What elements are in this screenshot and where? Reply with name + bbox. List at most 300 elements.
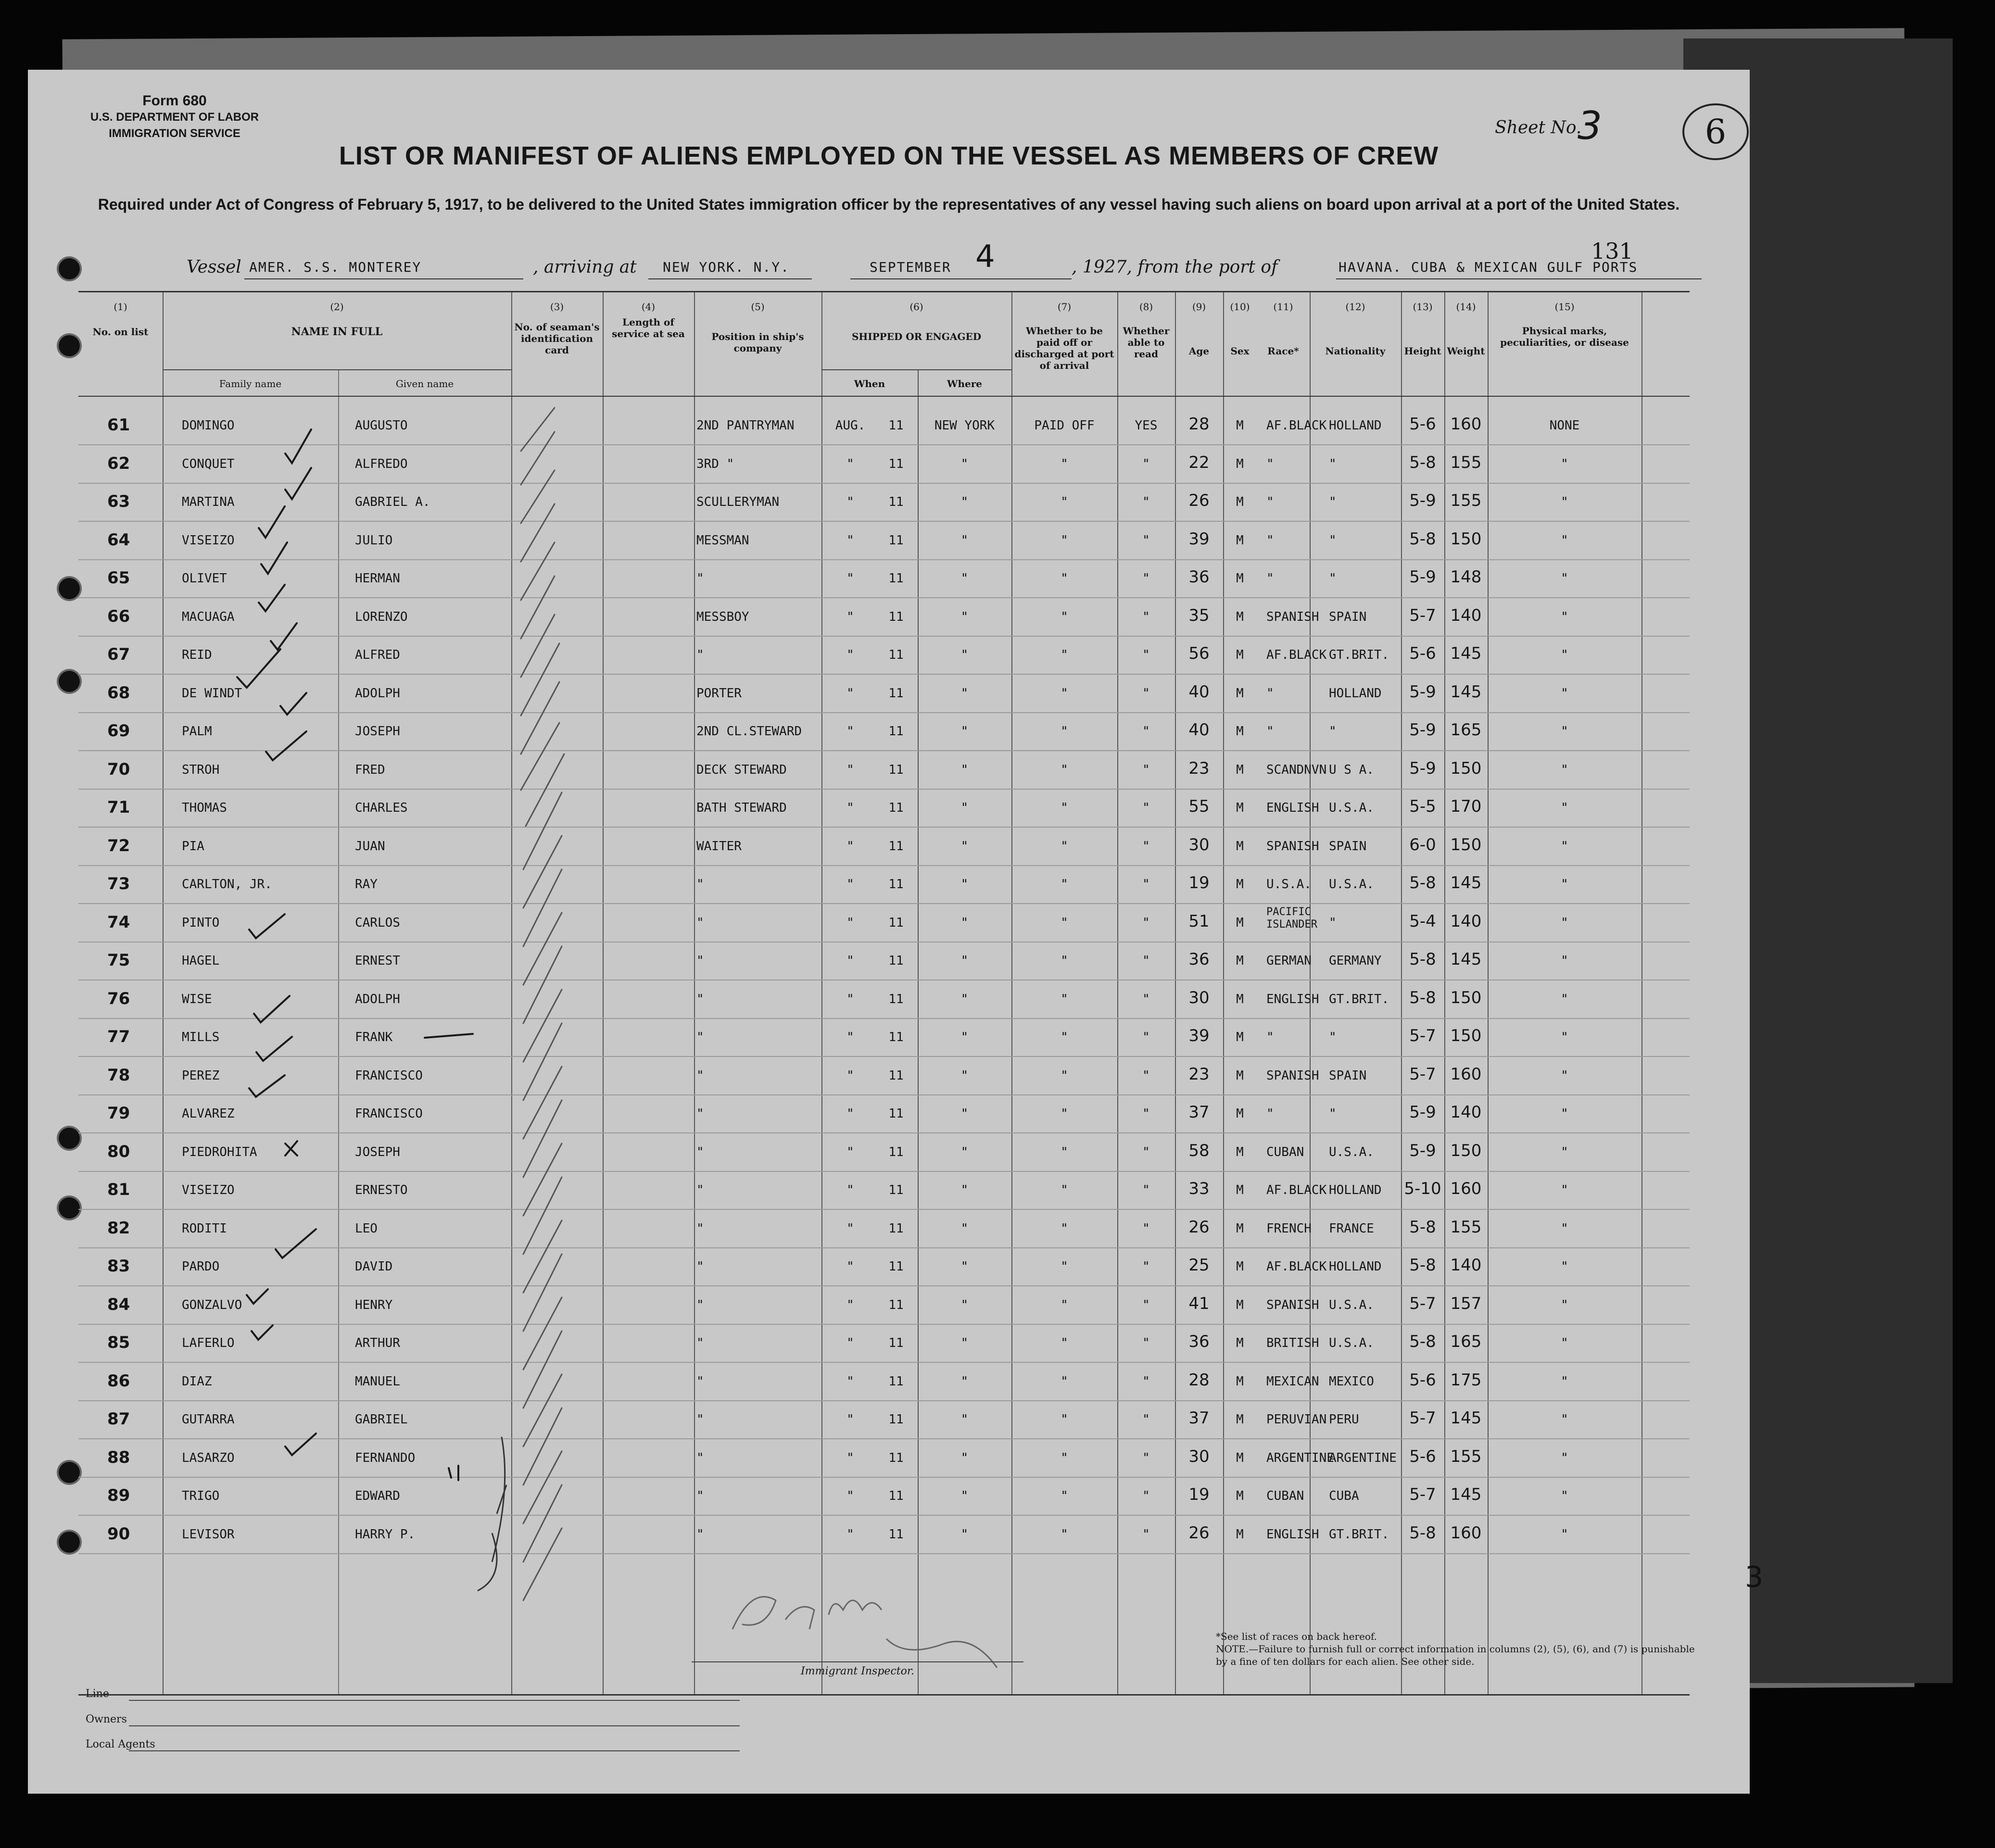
row-number: 81 [107,1180,130,1199]
given-name: FRANCISCO [355,1106,423,1121]
nationality: PERU [1329,1412,1359,1427]
shipped-day: 11 [888,1030,904,1044]
able-to-read: " [1142,839,1150,854]
family-name: OLIVET [182,571,227,586]
paid-off: " [1061,609,1068,624]
height: 5-7 [1409,1294,1436,1313]
able-to-read: " [1142,1106,1150,1121]
nationality: SPAIN [1329,839,1367,854]
family-name: PINTO [182,915,220,930]
shipped-month: " [846,992,854,1006]
weight: 160 [1450,1064,1482,1084]
checkmark [280,693,306,715]
given-name: ADOLPH [355,686,400,701]
physical-marks: " [1561,1183,1568,1197]
physical-marks: " [1561,1106,1568,1121]
given-name: ERNESTO [355,1183,408,1197]
row-number: 62 [107,453,130,473]
age: 22 [1188,453,1210,472]
shipped-month: " [846,1374,854,1389]
position: " [696,992,704,1006]
header-when: When [854,378,885,390]
nationality: CUBA [1329,1489,1359,1503]
sex: M [1236,1183,1244,1197]
weight: 155 [1450,453,1482,472]
row-number: 85 [107,1333,130,1352]
bracket-scrawl [478,1437,506,1591]
shipped-month: " [846,877,854,892]
shipped-where: " [960,533,969,548]
physical-marks: " [1561,1221,1568,1236]
header-name-in-full: NAME IN FULL [291,326,383,338]
age: 37 [1188,1408,1210,1428]
paid-off: " [1061,1068,1068,1083]
checkmark [285,429,311,463]
arriving-label: , arriving at [533,257,637,277]
paid-off: " [1061,571,1068,586]
row-number: 79 [107,1104,130,1123]
nationality: " [1329,724,1337,739]
height: 5-8 [1409,988,1436,1007]
given-name: ERNEST [355,954,400,968]
family-name: STROH [182,762,220,777]
position: " [696,1259,704,1274]
age: 26 [1188,491,1210,510]
shipped-day: 11 [888,648,904,662]
shipped-month: " [846,801,854,815]
checkmark [249,914,285,938]
position: " [696,1106,704,1121]
shipped-where: " [960,762,969,777]
header-physical-marks: Physical marks, peculiarities, or disease [1500,325,1629,348]
row-number: 88 [107,1447,130,1467]
paid-off: " [1061,801,1068,815]
row-number: 64 [107,530,130,550]
col-number-3: (3) [550,301,564,313]
age: 30 [1188,988,1210,1007]
height: 5-8 [1409,1256,1436,1275]
physical-marks: " [1561,648,1568,662]
sex: M [1236,1336,1244,1350]
paid-off: " [1061,1412,1068,1427]
shipped-day: 11 [888,1374,904,1389]
arriving-value: NEW YORK. N.Y. [663,259,790,275]
shipped-where: " [960,1297,969,1312]
nationality: GT.BRIT. [1329,992,1389,1006]
position: " [696,1183,704,1197]
header-paid-off: Whether to be paid off or discharged at port of arrival [1014,325,1114,371]
given-name: JULIO [355,533,393,548]
height: 5-8 [1409,529,1436,549]
weight: 145 [1450,950,1482,969]
row-number: 66 [107,606,130,626]
given-name: FERNANDO [355,1450,416,1465]
age: 26 [1188,1523,1210,1543]
sex: M [1236,992,1244,1006]
header-given-name: Given name [395,378,454,390]
shipped-month: " [846,533,854,548]
age: 39 [1188,529,1210,549]
month-value: SEPTEMBER [870,259,951,275]
sex: M [1236,1221,1244,1236]
header-height: Height [1404,345,1441,357]
shipped-month: " [846,1412,854,1427]
shipped-day: 11 [888,1489,904,1503]
sex: M [1236,1068,1244,1083]
checkmark [266,731,306,760]
row-number: 87 [107,1409,130,1429]
weight: 155 [1450,1217,1482,1237]
row-number: 89 [107,1486,130,1505]
inspector-signature [732,1597,997,1668]
race: " [1266,1030,1274,1044]
family-name: PALM [182,724,212,739]
shipped-day: 11 [888,724,904,739]
physical-marks: " [1561,456,1568,471]
race: SPANISH [1266,609,1319,624]
shipped-day: 11 [888,801,904,815]
physical-marks: " [1561,1297,1568,1312]
age: 56 [1188,644,1210,663]
height: 5-6 [1409,1370,1436,1390]
race: AF.BLACK [1266,1183,1327,1197]
shipped-where: NEW YORK [934,418,995,433]
weight: 140 [1450,605,1482,625]
row-number: 70 [107,759,130,779]
shipped-day: 11 [888,954,904,968]
given-name: ALFREDO [355,456,408,471]
able-to-read: " [1142,648,1150,662]
shipped-day: 11 [888,1221,904,1236]
shipped-where: " [960,609,969,624]
sex: M [1236,648,1244,662]
row-number: 72 [107,836,130,855]
able-to-read: " [1142,609,1150,624]
height: 5-7 [1409,1026,1436,1045]
position: 2ND CL.STEWARD [696,724,802,739]
header-position: Position in ship's company [711,331,804,354]
col-number-4: (4) [641,301,656,313]
physical-marks: " [1561,877,1568,892]
shipped-day: 11 [888,992,904,1006]
age: 23 [1188,758,1210,778]
footer-agents-label: Local Agents [86,1738,155,1750]
row-number: 67 [107,645,130,664]
shipped-where: " [960,724,969,739]
row-number: 82 [107,1218,130,1238]
age: 40 [1188,720,1210,740]
nationality: FRANCE [1329,1221,1374,1236]
shipped-month: " [846,1489,854,1503]
given-name: CHARLES [355,801,408,815]
sex: M [1236,801,1244,815]
position: 2ND PANTRYMAN [696,418,795,433]
arriving-fill-line [648,278,812,279]
physical-marks: " [1561,1374,1568,1389]
side-mark: 3 [1745,1560,1764,1594]
checkmark [271,623,297,650]
race: " [1266,724,1274,739]
height: 5-9 [1409,491,1436,510]
footer-line-label: Line [86,1688,109,1700]
family-name: RODITI [182,1221,227,1236]
shipped-where: " [960,1068,969,1083]
shipped-where: " [960,1412,969,1427]
age: 36 [1188,1332,1210,1351]
able-to-read: " [1142,1527,1150,1542]
shipped-day: 11 [888,418,904,433]
footer-owners-rule [129,1725,740,1726]
physical-marks: " [1561,609,1568,624]
checkmark [247,1289,268,1304]
family-name: LAFERLO [182,1336,235,1350]
race: " [1266,495,1274,509]
physical-marks: " [1561,1412,1568,1427]
race: AF.BLACK [1266,1259,1327,1274]
shipped-month: " [846,1183,854,1197]
family-name: PARDO [182,1259,220,1274]
page-number: 131 [1591,238,1633,264]
given-name: GABRIEL A. [355,495,430,509]
col-number-1: (1) [114,301,127,313]
height: 5-8 [1409,1332,1436,1351]
row-number: 83 [107,1257,130,1276]
shipped-where: " [960,877,969,892]
row-number: 77 [107,1027,130,1046]
shipped-where: " [960,801,969,815]
paid-off: " [1061,1221,1068,1236]
sex: M [1236,495,1244,509]
height: 5-9 [1409,1103,1436,1122]
nationality: U.S.A. [1329,877,1374,892]
paid-off: " [1061,992,1068,1006]
position: " [696,1221,704,1236]
age: 35 [1188,605,1210,625]
shipped-day: 11 [888,1297,904,1312]
weight: 140 [1450,1256,1482,1275]
position: MESSBOY [696,609,749,624]
shipped-day: 11 [888,609,904,624]
able-to-read: " [1142,1030,1150,1044]
family-name: VISEIZO [182,1183,235,1197]
race: AF.BLACK [1266,648,1327,662]
age: 28 [1188,1370,1210,1390]
shipped-day: 11 [888,1450,904,1465]
height: 5-9 [1409,758,1436,778]
height: 5-6 [1409,415,1436,434]
shipped-month: " [846,495,854,509]
paid-off: " [1061,1489,1068,1503]
shipped-month: " [846,762,854,777]
nationality: MEXICO [1329,1374,1374,1389]
nationality: SPAIN [1329,1068,1367,1083]
position: " [696,1412,704,1427]
shipped-where: " [960,839,969,854]
row-number: 86 [107,1371,130,1391]
able-to-read: " [1142,456,1150,471]
shipped-month: " [846,1259,854,1274]
height: 5-7 [1409,1408,1436,1428]
race: ENGLISH [1266,1527,1319,1542]
age: 30 [1188,1446,1210,1466]
sex: M [1236,1144,1244,1159]
shipped-where: " [960,1489,969,1503]
checkmark [285,1433,316,1455]
given-name: HENRY [355,1297,393,1312]
paid-off: " [1061,1106,1068,1121]
age: 28 [1188,415,1210,434]
height: 5-8 [1409,950,1436,969]
shipped-day: 11 [888,1144,904,1159]
shipped-month: " [846,648,854,662]
given-name: HARRY P. [355,1527,416,1542]
nationality: HOLLAND [1329,1259,1382,1274]
physical-marks: " [1561,686,1568,701]
height: 5-6 [1409,1446,1436,1466]
punch-hole [59,671,80,692]
punch-hole [59,1197,80,1219]
shipped-day: 11 [888,1068,904,1083]
height: 5-8 [1409,1523,1436,1543]
sex: M [1236,686,1244,701]
given-name: LEO [355,1221,378,1236]
family-name: WISE [182,992,212,1006]
checkmark [276,1229,316,1258]
age: 26 [1188,1217,1210,1237]
shipped-month: " [846,1450,854,1465]
nationality: SPAIN [1329,609,1367,624]
able-to-read: " [1142,724,1150,739]
shipped-day: 11 [888,915,904,930]
nationality: " [1329,495,1337,509]
shipped-month: AUG. [835,418,866,433]
handwritten-marks [78,292,1690,1694]
able-to-read: " [1142,762,1150,777]
race: SCANDNVN [1266,762,1327,777]
family-name: CONQUET [182,456,235,471]
sex: M [1236,1030,1244,1044]
crew-table [78,291,1690,1696]
family-name: GUTARRA [182,1412,235,1427]
given-name: HERMAN [355,571,400,586]
given-name: EDWARD [355,1489,400,1503]
able-to-read: " [1142,1297,1150,1312]
header-sex: Sex [1230,345,1250,357]
able-to-read: " [1142,915,1150,930]
paid-off: " [1061,954,1068,968]
shipped-day: 11 [888,571,904,586]
nationality: " [1329,915,1337,930]
able-to-read: " [1142,686,1150,701]
vessel-value: AMER. S.S. MONTEREY [249,259,422,275]
family-name: ALVAREZ [182,1106,235,1121]
sex: M [1236,877,1244,892]
physical-marks: " [1561,1450,1568,1465]
family-name: HAGEL [182,954,220,968]
race: SPANISH [1266,839,1319,854]
row-number: 68 [107,683,130,703]
weight: 170 [1450,797,1482,816]
shipped-where: " [960,1144,969,1159]
punch-hole [59,1462,80,1483]
able-to-read: " [1142,1068,1150,1083]
shipped-where: " [960,954,969,968]
row-number: 76 [107,989,130,1008]
age: 30 [1188,835,1210,855]
given-name: ALFRED [355,648,400,662]
given-name: ADOLPH [355,992,400,1006]
col-number-11: (11) [1273,301,1293,313]
nationality: " [1329,456,1337,471]
race: " [1266,571,1274,586]
able-to-read: " [1142,954,1150,968]
shipped-where: " [960,1221,969,1236]
shipped-month: " [846,686,854,701]
shipped-month: " [846,1336,854,1350]
position: " [696,1336,704,1350]
given-name: FRED [355,762,385,777]
shipped-day: 11 [888,1412,904,1427]
physical-marks: " [1561,1336,1568,1350]
physical-marks: " [1561,954,1568,968]
height: 5-7 [1409,1485,1436,1504]
nationality: ARGENTINE [1329,1450,1397,1465]
checkmark [249,1075,285,1097]
manifest-sheet [28,70,1764,1794]
paid-off: " [1061,1144,1068,1159]
punch-hole [59,1532,80,1553]
date-fill-line [850,278,1072,279]
family-name: GONZALVO [182,1297,242,1312]
position: PORTER [696,686,742,701]
weight: 150 [1450,835,1482,855]
shipped-where: " [960,686,969,701]
sex: M [1236,839,1244,854]
family-name: VISEIZO [182,533,235,548]
shipped-where: " [960,1450,969,1465]
paid-off: " [1061,1374,1068,1389]
form-header [83,93,266,142]
shipped-day: 11 [888,877,904,892]
punch-hole [59,335,80,356]
position: " [696,1144,704,1159]
row-number: 75 [107,951,130,970]
day-value: 4 [975,239,996,275]
col-number-12: (12) [1345,301,1365,313]
age: 36 [1188,950,1210,969]
weight: 150 [1450,758,1482,778]
weight: 160 [1450,1523,1482,1543]
shipped-month: " [846,839,854,854]
able-to-read: " [1142,495,1150,509]
col-number-5: (5) [751,301,765,313]
shipped-where: " [960,1336,969,1350]
header-length-of-service: Length of service at sea [612,316,685,339]
shipped-day: 11 [888,839,904,854]
header-shipped: SHIPPED OR ENGAGED [851,331,982,342]
shipped-month: " [846,954,854,968]
checkmark [237,649,280,688]
shipped-where: " [960,915,969,930]
race: ENGLISH [1266,992,1319,1006]
able-to-read: " [1142,571,1150,586]
race: MEXICAN [1266,1374,1319,1389]
shipped-where: " [960,992,969,1006]
able-to-read: " [1142,1412,1150,1427]
form-number: Form 680 [142,93,207,109]
family-name: PIA [182,839,204,854]
able-to-read: " [1142,1183,1150,1197]
